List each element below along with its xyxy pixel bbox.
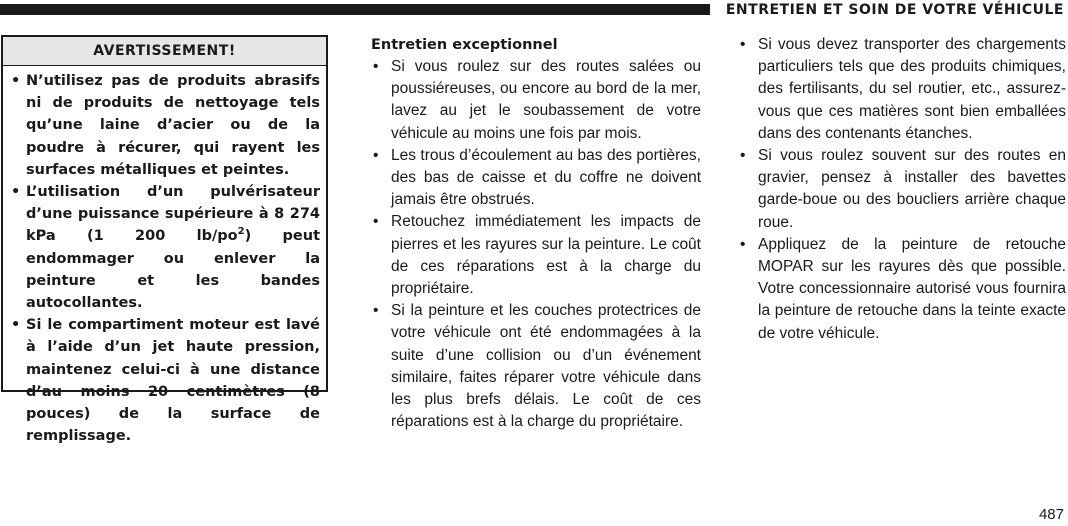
warning-item: • Si le compartiment moteur est lavé à l’aide d’un jet haute pression, maintenez celui-ci à une distance d’au moins 20 centimètres (8 pouces) de la surface de remplissage. [9, 314, 320, 447]
list-item: • Les trous d’écoulement au bas des portières, des bas de caisse et du coffre ne doivent jamais être obstrués. [371, 145, 701, 212]
warning-item-text: ) peut endommager ou enlever la peinture et les bandes autocollantes. [26, 228, 320, 312]
warning-box [1, 35, 328, 445]
warning-title: AVERTISSEMENT! [3, 37, 326, 66]
warning-item-text: L’utilisation d’un pulvérisateur d’une puissance supérieure à 8 274 kPa (1 200 lb/po [26, 184, 320, 245]
warning-item [9, 181, 320, 314]
list-item: • Appliquez de la peinture de retouche MOPAR sur les rayures dès que possible. Votre concessionnaire autorisé vous fournira la peinture de retouche dans la teinte exacte de votre véhicule. [738, 234, 1066, 345]
list-item: • Retouchez immédiatement les impacts de pierres et les rayures sur la peinture. Le coût de ces réparations est à la charge du propriétaire. [371, 211, 701, 300]
warning-item: • N’utilisez pas de produits abrasifs ni de produits de nettoyage tels qu’une laine d’acier ou de la poudre à récurer, qui rayent les surfaces métalliques et peintes. [9, 70, 320, 181]
maintenance-list-left [371, 56, 701, 433]
section-title: Entretien exceptionnel [371, 37, 558, 53]
warning-list [3, 66, 326, 447]
superscript: 2 [237, 226, 245, 238]
middle-column [371, 34, 701, 433]
right-column [738, 34, 1066, 345]
list-item: • Si vous roulez souvent sur des routes en gravier, pensez à installer des bavettes garde-boue ou des boucliers arrière chaque roue. [738, 145, 1066, 234]
maintenance-list-right [738, 34, 1066, 345]
list-item: • Si vous devez transporter des chargements particuliers tels que des produits chimiques, des fertilisants, du sel routier, etc., assurez-vous que ces matières sont bien emballées dans des contenants étanches. [738, 34, 1066, 145]
running-header: ENTRETIEN ET SOIN DE VOTRE VÉHICULE [725, 2, 1064, 18]
page-number: 487 [1038, 506, 1064, 523]
list-item: • Si vous roulez sur des routes salées ou poussiéreuses, ou encore au bord de la mer, lavez au jet le soubassement de votre véhicule au moins une fois par mois. [371, 56, 701, 145]
list-item: • Si la peinture et les couches protectrices de votre véhicule ont été endommagées à la suite d’une collision ou d’un événement similaire, faites réparer votre véhicule dans les plus brefs délais. Le coût de ces réparations est à la charge du propriétaire. [371, 300, 701, 433]
header-rule [0, 4, 710, 15]
